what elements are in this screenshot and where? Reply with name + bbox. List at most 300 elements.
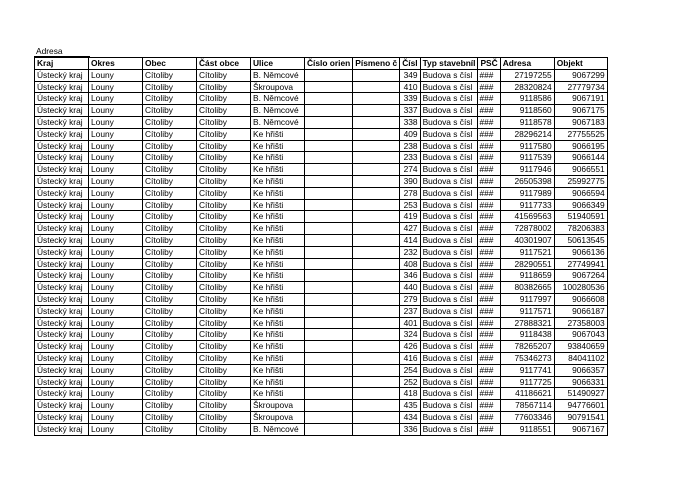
table-row: [35, 199, 608, 211]
cell-typ-stavebni: Budova s čísl: [420, 305, 478, 317]
cell-adresa: 72878002: [500, 223, 554, 235]
cell-okres: Louny: [89, 341, 143, 353]
cell-cast-obce: Cítoliby: [197, 93, 251, 105]
cell-ulice: Ke hřišti: [251, 199, 305, 211]
cell-adresa: 77603346: [500, 411, 554, 423]
cell-typ-stavebni: Budova s čísl: [420, 364, 478, 376]
cell-psc: ###: [478, 282, 500, 294]
cell-kraj: Ústecký kraj: [35, 128, 89, 140]
cell-psc: ###: [478, 152, 500, 164]
cell-obec: Cítoliby: [143, 270, 197, 282]
cell-cislo: 338: [400, 116, 420, 128]
cell-cislo: 253: [400, 199, 420, 211]
cell-ulice: Ke hřišti: [251, 234, 305, 246]
cell-objekt: 94776601: [554, 400, 607, 412]
cell-pismeno: [353, 81, 400, 93]
cell-cast-obce: Cítoliby: [197, 128, 251, 140]
cell-ulice: Ke hřišti: [251, 293, 305, 305]
cell-typ-stavebni: Budova s čísl: [420, 175, 478, 187]
cell-typ-stavebni: Budova s čísl: [420, 105, 478, 117]
cell-cislo-orientacni: [305, 305, 353, 317]
cell-kraj: Ústecký kraj: [35, 223, 89, 235]
table-row: [35, 352, 608, 364]
cell-psc: ###: [478, 258, 500, 270]
cell-adresa: 26505398: [500, 175, 554, 187]
cell-pismeno: [353, 152, 400, 164]
cell-cislo-orientacni: [305, 364, 353, 376]
address-table: [34, 57, 608, 436]
cell-cislo: 416: [400, 352, 420, 364]
cell-cast-obce: Cítoliby: [197, 223, 251, 235]
cell-obec: Cítoliby: [143, 105, 197, 117]
cell-typ-stavebni: Budova s čísl: [420, 81, 478, 93]
cell-okres: Louny: [89, 246, 143, 258]
cell-kraj: Ústecký kraj: [35, 175, 89, 187]
cell-obec: Cítoliby: [143, 81, 197, 93]
cell-ulice: Ke hřišti: [251, 352, 305, 364]
cell-cislo: 419: [400, 211, 420, 223]
cell-obec: Cítoliby: [143, 199, 197, 211]
cell-psc: ###: [478, 81, 500, 93]
cell-psc: ###: [478, 364, 500, 376]
cell-typ-stavebni: Budova s čísl: [420, 211, 478, 223]
cell-ulice: Ke hřišti: [251, 223, 305, 235]
cell-kraj: Ústecký kraj: [35, 400, 89, 412]
cell-adresa: 9118560: [500, 105, 554, 117]
cell-adresa: 9117571: [500, 305, 554, 317]
cell-typ-stavebni: Budova s čísl: [420, 246, 478, 258]
cell-cislo: 410: [400, 81, 420, 93]
cell-cislo: 324: [400, 329, 420, 341]
cell-psc: ###: [478, 223, 500, 235]
cell-kraj: Ústecký kraj: [35, 93, 89, 105]
cell-cislo-orientacni: [305, 400, 353, 412]
cell-cislo: 414: [400, 234, 420, 246]
cell-obec: Cítoliby: [143, 187, 197, 199]
cell-objekt: 9067167: [554, 423, 607, 435]
cell-psc: ###: [478, 293, 500, 305]
cell-kraj: Ústecký kraj: [35, 69, 89, 81]
cell-okres: Louny: [89, 376, 143, 388]
cell-adresa: 28296214: [500, 128, 554, 140]
cell-cislo-orientacni: [305, 352, 353, 364]
header-kraj: Kraj: [35, 58, 89, 70]
cell-ulice: Škroupova: [251, 81, 305, 93]
cell-objekt: 90791541: [554, 411, 607, 423]
cell-pismeno: [353, 128, 400, 140]
cell-ulice: Škroupova: [251, 400, 305, 412]
cell-psc: ###: [478, 423, 500, 435]
cell-objekt: 9066187: [554, 305, 607, 317]
cell-psc: ###: [478, 246, 500, 258]
cell-obec: Cítoliby: [143, 211, 197, 223]
cell-adresa: 28290551: [500, 258, 554, 270]
cell-obec: Cítoliby: [143, 352, 197, 364]
cell-okres: Louny: [89, 364, 143, 376]
cell-cast-obce: Cítoliby: [197, 152, 251, 164]
cell-kraj: Ústecký kraj: [35, 293, 89, 305]
header-typ-stavebni: Typ stavebníl: [420, 58, 478, 70]
cell-okres: Louny: [89, 423, 143, 435]
cell-ulice: Ke hřišti: [251, 140, 305, 152]
cell-pismeno: [353, 317, 400, 329]
cell-psc: ###: [478, 400, 500, 412]
cell-psc: ###: [478, 376, 500, 388]
cell-cislo: 427: [400, 223, 420, 235]
cell-okres: Louny: [89, 164, 143, 176]
cell-okres: Louny: [89, 282, 143, 294]
cell-cislo: 408: [400, 258, 420, 270]
table-body: [35, 69, 608, 435]
cell-pismeno: [353, 199, 400, 211]
cell-pismeno: [353, 223, 400, 235]
cell-ulice: Ke hřišti: [251, 305, 305, 317]
cell-pismeno: [353, 376, 400, 388]
cell-cislo: 278: [400, 187, 420, 199]
table-row: [35, 140, 608, 152]
table-row: [35, 187, 608, 199]
cell-ulice: Ke hřišti: [251, 341, 305, 353]
cell-typ-stavebni: Budova s čísl: [420, 199, 478, 211]
cell-typ-stavebni: Budova s čísl: [420, 388, 478, 400]
cell-pismeno: [353, 69, 400, 81]
cell-ulice: Ke hřišti: [251, 258, 305, 270]
cell-obec: Cítoliby: [143, 128, 197, 140]
cell-kraj: Ústecký kraj: [35, 246, 89, 258]
header-pismeno: Písmeno č: [353, 58, 400, 70]
cell-objekt: 9066144: [554, 152, 607, 164]
cell-objekt: 27749941: [554, 258, 607, 270]
cell-okres: Louny: [89, 81, 143, 93]
cell-typ-stavebni: Budova s čísl: [420, 164, 478, 176]
cell-ulice: Ke hřišti: [251, 270, 305, 282]
table-row: [35, 93, 608, 105]
table-row: [35, 329, 608, 341]
cell-pismeno: [353, 175, 400, 187]
cell-pismeno: [353, 164, 400, 176]
cell-cislo-orientacni: [305, 164, 353, 176]
cell-cislo-orientacni: [305, 105, 353, 117]
cell-cast-obce: Cítoliby: [197, 234, 251, 246]
cell-objekt: 9066136: [554, 246, 607, 258]
cell-pismeno: [353, 341, 400, 353]
header-row: [35, 58, 608, 70]
cell-adresa: 9118551: [500, 423, 554, 435]
table-row: [35, 128, 608, 140]
cell-ulice: Ke hřišti: [251, 364, 305, 376]
cell-kraj: Ústecký kraj: [35, 388, 89, 400]
cell-psc: ###: [478, 211, 500, 223]
cell-adresa: 9117989: [500, 187, 554, 199]
cell-objekt: 9067299: [554, 69, 607, 81]
cell-okres: Louny: [89, 223, 143, 235]
cell-cislo: 232: [400, 246, 420, 258]
cell-okres: Louny: [89, 400, 143, 412]
cell-cislo: 409: [400, 128, 420, 140]
cell-kraj: Ústecký kraj: [35, 352, 89, 364]
cell-ulice: Ke hřišti: [251, 164, 305, 176]
cell-adresa: 78567114: [500, 400, 554, 412]
cell-pismeno: [353, 93, 400, 105]
cell-cislo-orientacni: [305, 423, 353, 435]
cell-cast-obce: Cítoliby: [197, 211, 251, 223]
cell-obec: Cítoliby: [143, 152, 197, 164]
cell-cislo-orientacni: [305, 234, 353, 246]
cell-okres: Louny: [89, 305, 143, 317]
cell-cislo-orientacni: [305, 152, 353, 164]
cell-cast-obce: Cítoliby: [197, 69, 251, 81]
table-row: [35, 81, 608, 93]
cell-psc: ###: [478, 270, 500, 282]
cell-objekt: 9067183: [554, 116, 607, 128]
cell-pismeno: [353, 305, 400, 317]
cell-adresa: 78265207: [500, 341, 554, 353]
header-psc: PSČ: [478, 58, 500, 70]
cell-psc: ###: [478, 234, 500, 246]
cell-cast-obce: Cítoliby: [197, 246, 251, 258]
cell-objekt: 9066195: [554, 140, 607, 152]
table-caption: Adresa: [34, 46, 90, 57]
cell-typ-stavebni: Budova s čísl: [420, 270, 478, 282]
cell-typ-stavebni: Budova s čísl: [420, 411, 478, 423]
cell-kraj: Ústecký kraj: [35, 364, 89, 376]
cell-okres: Louny: [89, 270, 143, 282]
cell-ulice: Ke hřišti: [251, 152, 305, 164]
cell-cast-obce: Cítoliby: [197, 293, 251, 305]
cell-cislo: 390: [400, 175, 420, 187]
cell-ulice: Ke hřišti: [251, 211, 305, 223]
cell-obec: Cítoliby: [143, 317, 197, 329]
cell-obec: Cítoliby: [143, 234, 197, 246]
cell-kraj: Ústecký kraj: [35, 317, 89, 329]
cell-okres: Louny: [89, 329, 143, 341]
table-row: [35, 305, 608, 317]
table-row: [35, 246, 608, 258]
cell-ulice: Ke hřišti: [251, 246, 305, 258]
cell-okres: Louny: [89, 211, 143, 223]
cell-psc: ###: [478, 388, 500, 400]
cell-adresa: 9117580: [500, 140, 554, 152]
cell-adresa: 27888321: [500, 317, 554, 329]
table-row: [35, 152, 608, 164]
cell-objekt: 78206383: [554, 223, 607, 235]
cell-adresa: 9118438: [500, 329, 554, 341]
cell-psc: ###: [478, 341, 500, 353]
cell-typ-stavebni: Budova s čísl: [420, 128, 478, 140]
cell-cislo-orientacni: [305, 140, 353, 152]
cell-typ-stavebni: Budova s čísl: [420, 140, 478, 152]
cell-kraj: Ústecký kraj: [35, 423, 89, 435]
table-row: [35, 411, 608, 423]
header-objekt: Objekt: [554, 58, 607, 70]
cell-kraj: Ústecký kraj: [35, 270, 89, 282]
cell-obec: Cítoliby: [143, 341, 197, 353]
cell-objekt: 9066331: [554, 376, 607, 388]
cell-typ-stavebni: Budova s čísl: [420, 152, 478, 164]
cell-typ-stavebni: Budova s čísl: [420, 187, 478, 199]
cell-cislo-orientacni: [305, 317, 353, 329]
cell-adresa: 41186621: [500, 388, 554, 400]
cell-okres: Louny: [89, 140, 143, 152]
cell-obec: Cítoliby: [143, 282, 197, 294]
cell-ulice: Ke hřišti: [251, 187, 305, 199]
cell-okres: Louny: [89, 128, 143, 140]
cell-pismeno: [353, 282, 400, 294]
cell-objekt: 51490927: [554, 388, 607, 400]
cell-cislo: 233: [400, 152, 420, 164]
cell-objekt: 9066357: [554, 364, 607, 376]
cell-cislo: 337: [400, 105, 420, 117]
cell-psc: ###: [478, 164, 500, 176]
cell-cast-obce: Cítoliby: [197, 305, 251, 317]
cell-pismeno: [353, 211, 400, 223]
cell-cislo-orientacni: [305, 199, 353, 211]
cell-obec: Cítoliby: [143, 116, 197, 128]
cell-obec: Cítoliby: [143, 364, 197, 376]
cell-kraj: Ústecký kraj: [35, 164, 89, 176]
cell-cislo: 401: [400, 317, 420, 329]
cell-kraj: Ústecký kraj: [35, 81, 89, 93]
cell-kraj: Ústecký kraj: [35, 116, 89, 128]
cell-cislo-orientacni: [305, 282, 353, 294]
cell-obec: Cítoliby: [143, 423, 197, 435]
cell-objekt: 9066594: [554, 187, 607, 199]
cell-objekt: 27755525: [554, 128, 607, 140]
table-row: [35, 341, 608, 353]
cell-ulice: Ke hřišti: [251, 282, 305, 294]
cell-typ-stavebni: Budova s čísl: [420, 293, 478, 305]
cell-obec: Cítoliby: [143, 329, 197, 341]
table-row: [35, 364, 608, 376]
cell-cislo-orientacni: [305, 175, 353, 187]
cell-objekt: 9066608: [554, 293, 607, 305]
table-row: [35, 282, 608, 294]
cell-cislo: 440: [400, 282, 420, 294]
cell-pismeno: [353, 105, 400, 117]
cell-objekt: 9067264: [554, 270, 607, 282]
cell-cast-obce: Cítoliby: [197, 199, 251, 211]
cell-adresa: 28320824: [500, 81, 554, 93]
cell-adresa: 40301907: [500, 234, 554, 246]
cell-objekt: 27358003: [554, 317, 607, 329]
header-cast-obce: Část obce: [197, 58, 251, 70]
cell-pismeno: [353, 270, 400, 282]
cell-objekt: 9066551: [554, 164, 607, 176]
cell-kraj: Ústecký kraj: [35, 140, 89, 152]
cell-pismeno: [353, 411, 400, 423]
cell-pismeno: [353, 400, 400, 412]
cell-cast-obce: Cítoliby: [197, 258, 251, 270]
cell-typ-stavebni: Budova s čísl: [420, 93, 478, 105]
table-row: [35, 376, 608, 388]
cell-obec: Cítoliby: [143, 376, 197, 388]
cell-cast-obce: Cítoliby: [197, 317, 251, 329]
cell-kraj: Ústecký kraj: [35, 199, 89, 211]
cell-pismeno: [353, 187, 400, 199]
cell-objekt: 50613545: [554, 234, 607, 246]
cell-cast-obce: Cítoliby: [197, 364, 251, 376]
cell-pismeno: [353, 140, 400, 152]
cell-psc: ###: [478, 116, 500, 128]
cell-typ-stavebni: Budova s čísl: [420, 329, 478, 341]
cell-kraj: Ústecký kraj: [35, 211, 89, 223]
cell-objekt: 27779734: [554, 81, 607, 93]
cell-kraj: Ústecký kraj: [35, 341, 89, 353]
header-ulice: Ulice: [251, 58, 305, 70]
cell-cislo: 418: [400, 388, 420, 400]
table-row: [35, 69, 608, 81]
cell-obec: Cítoliby: [143, 258, 197, 270]
cell-psc: ###: [478, 317, 500, 329]
cell-adresa: 9117725: [500, 376, 554, 388]
cell-okres: Louny: [89, 293, 143, 305]
cell-objekt: 9067175: [554, 105, 607, 117]
cell-psc: ###: [478, 199, 500, 211]
cell-ulice: Ke hřišti: [251, 317, 305, 329]
cell-cast-obce: Cítoliby: [197, 376, 251, 388]
cell-obec: Cítoliby: [143, 246, 197, 258]
cell-psc: ###: [478, 411, 500, 423]
cell-adresa: 75346273: [500, 352, 554, 364]
cell-pismeno: [353, 364, 400, 376]
cell-cislo: 252: [400, 376, 420, 388]
cell-psc: ###: [478, 329, 500, 341]
cell-okres: Louny: [89, 258, 143, 270]
table-row: [35, 175, 608, 187]
header-adresa: Adresa: [500, 58, 554, 70]
cell-adresa: 9118659: [500, 270, 554, 282]
table-row: [35, 258, 608, 270]
cell-cislo: 339: [400, 93, 420, 105]
cell-obec: Cítoliby: [143, 69, 197, 81]
cell-psc: ###: [478, 93, 500, 105]
cell-psc: ###: [478, 105, 500, 117]
cell-cast-obce: Cítoliby: [197, 164, 251, 176]
table-row: [35, 105, 608, 117]
cell-cislo: 274: [400, 164, 420, 176]
cell-cislo-orientacni: [305, 411, 353, 423]
cell-kraj: Ústecký kraj: [35, 376, 89, 388]
cell-cislo-orientacni: [305, 246, 353, 258]
cell-typ-stavebni: Budova s čísl: [420, 69, 478, 81]
cell-typ-stavebni: Budova s čísl: [420, 400, 478, 412]
cell-typ-stavebni: Budova s čísl: [420, 423, 478, 435]
cell-adresa: 80382665: [500, 282, 554, 294]
cell-psc: ###: [478, 140, 500, 152]
cell-cislo: 434: [400, 411, 420, 423]
cell-cast-obce: Cítoliby: [197, 270, 251, 282]
cell-cast-obce: Cítoliby: [197, 105, 251, 117]
cell-kraj: Ústecký kraj: [35, 305, 89, 317]
header-obec: Obec: [143, 58, 197, 70]
cell-okres: Louny: [89, 411, 143, 423]
cell-cast-obce: Cítoliby: [197, 352, 251, 364]
cell-pismeno: [353, 329, 400, 341]
cell-objekt: 93840659: [554, 341, 607, 353]
cell-typ-stavebni: Budova s čísl: [420, 258, 478, 270]
cell-okres: Louny: [89, 199, 143, 211]
cell-objekt: 25992775: [554, 175, 607, 187]
cell-objekt: 100280536: [554, 282, 607, 294]
cell-cast-obce: Cítoliby: [197, 341, 251, 353]
cell-cislo-orientacni: [305, 376, 353, 388]
cell-psc: ###: [478, 305, 500, 317]
cell-okres: Louny: [89, 187, 143, 199]
cell-pismeno: [353, 234, 400, 246]
cell-ulice: B. Němcové: [251, 69, 305, 81]
cell-cislo-orientacni: [305, 128, 353, 140]
cell-obec: Cítoliby: [143, 223, 197, 235]
